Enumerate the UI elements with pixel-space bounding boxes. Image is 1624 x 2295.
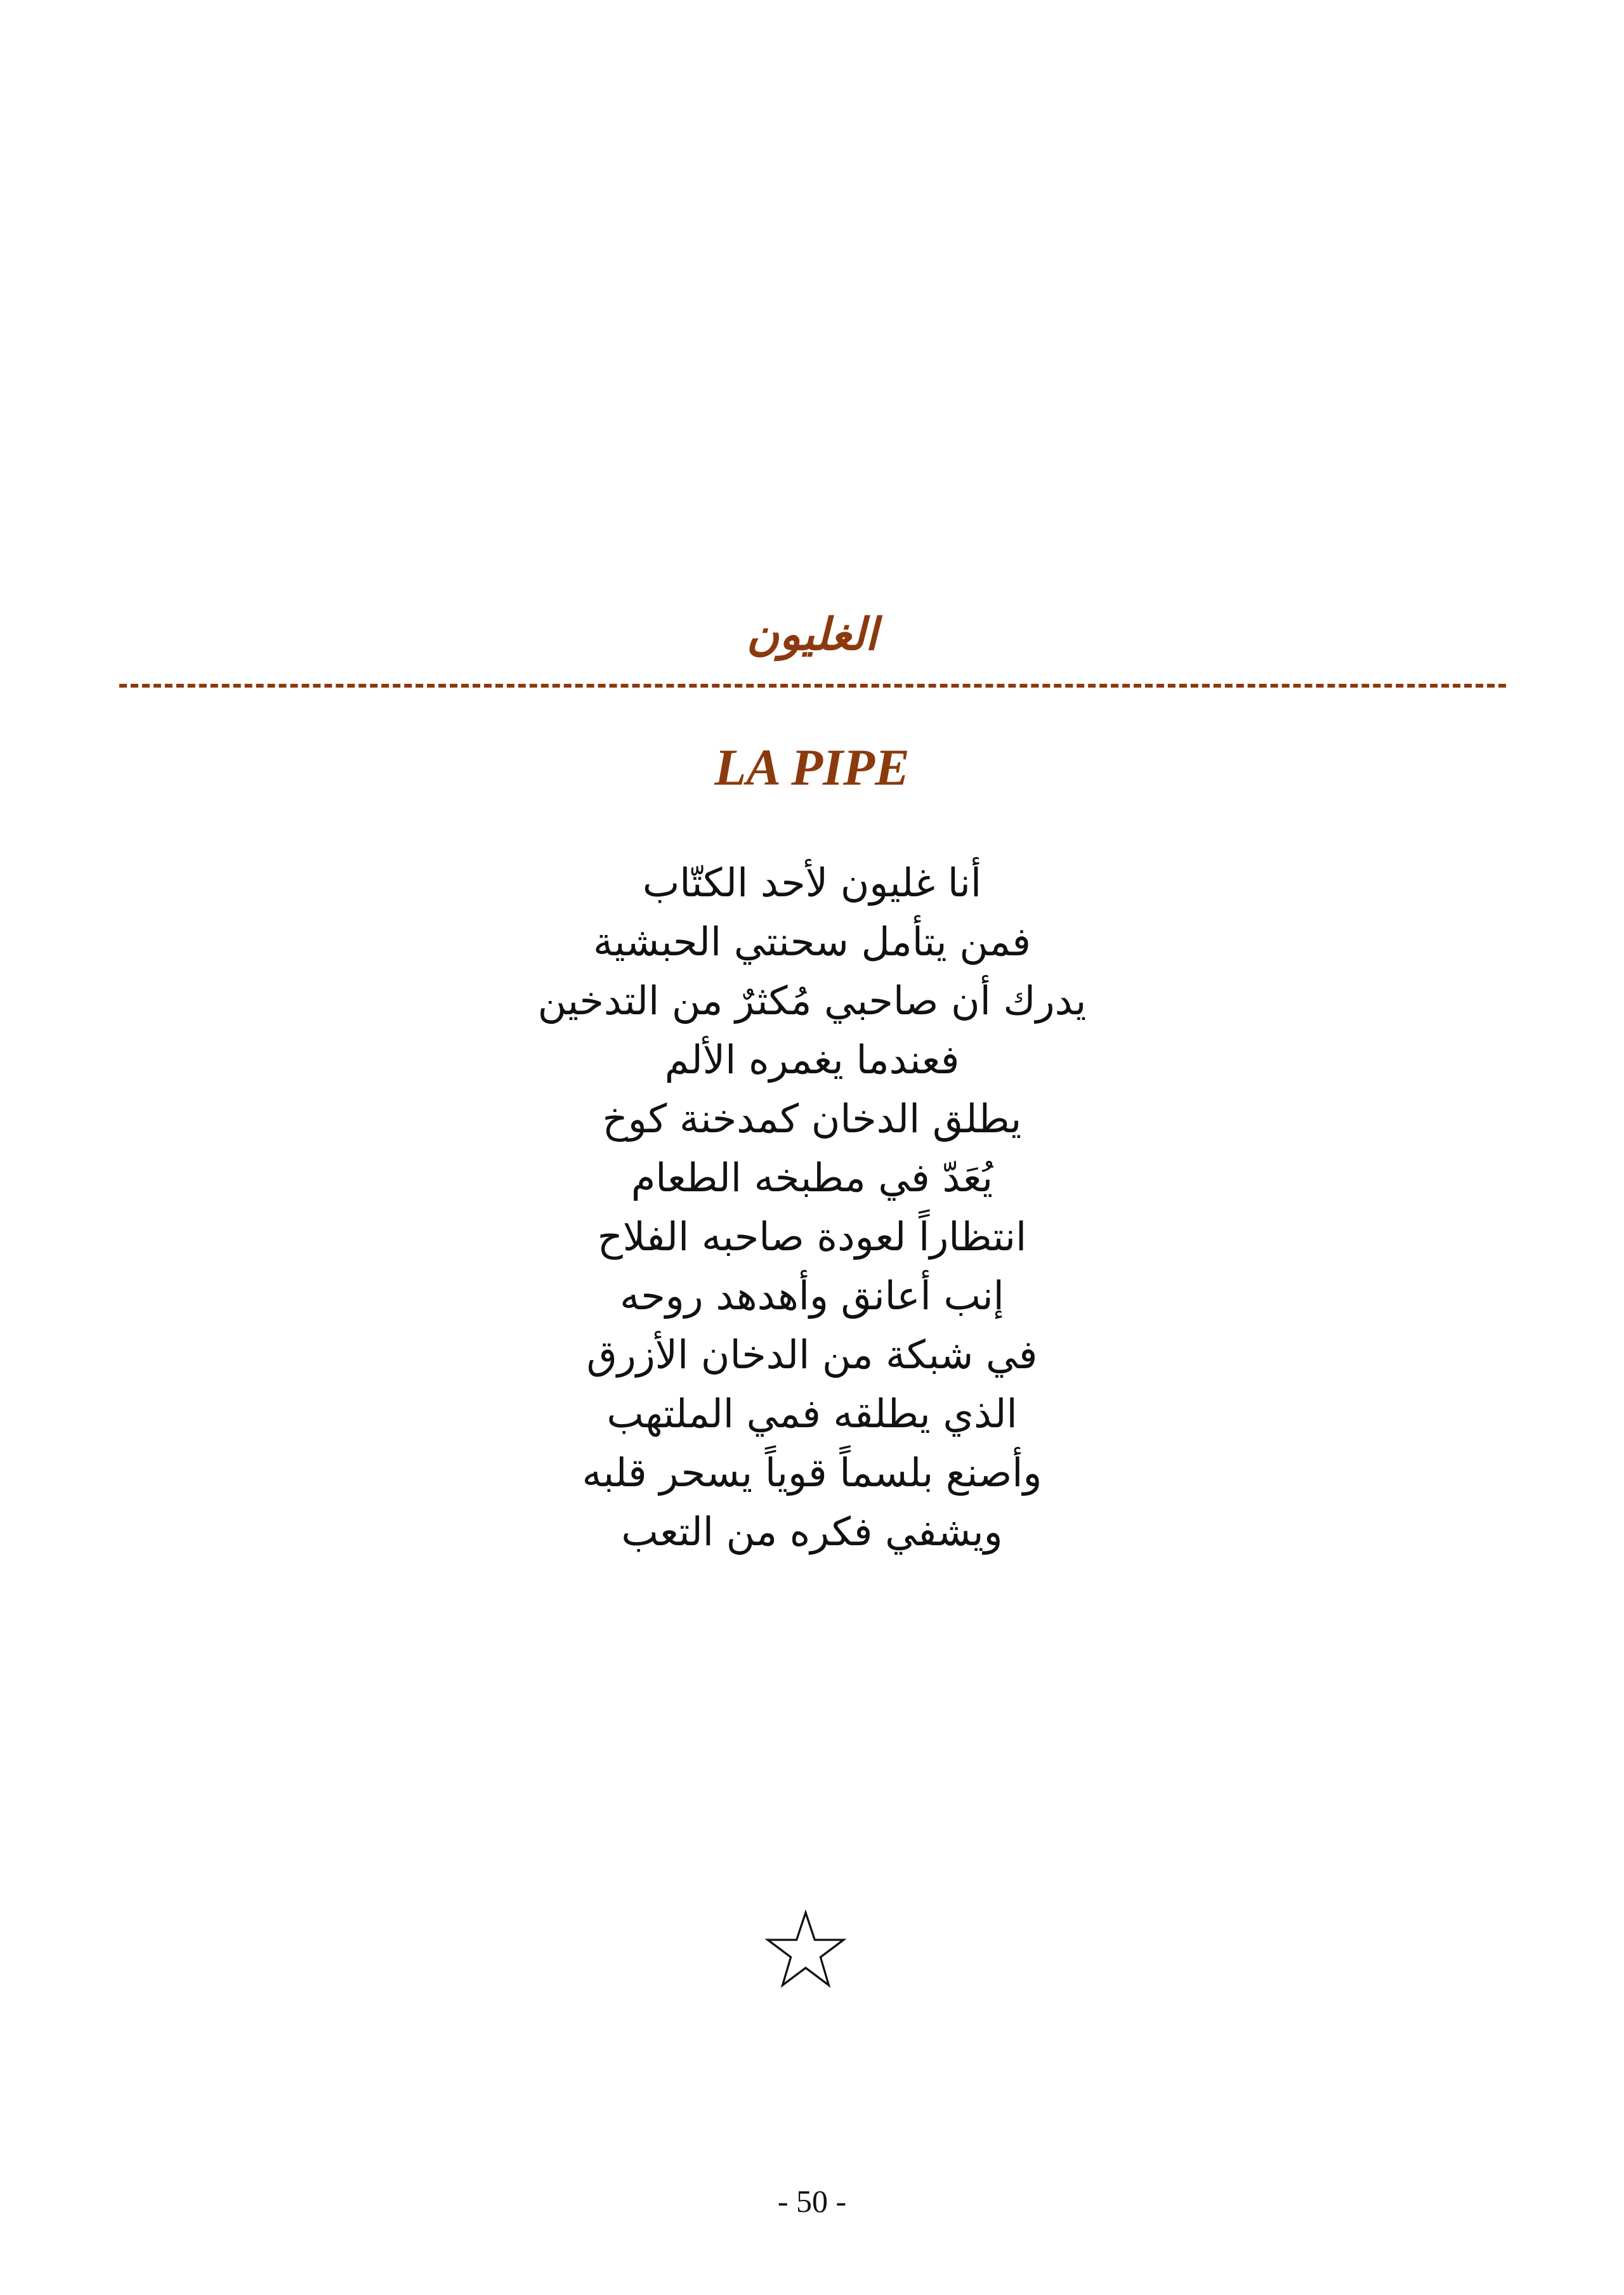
star-outline-icon [764, 1909, 847, 1992]
poem-line: فعندما يغمره الألم [664, 1036, 960, 1083]
poem-line: يُعَدّ في مطبخه الطعام [631, 1154, 993, 1201]
poem-line: الذي يطلقه فمي الملتهب [606, 1390, 1018, 1437]
poem-line: يطلق الدخان كمدخنة كوخ [602, 1095, 1022, 1142]
poem-body [0, 853, 1624, 1561]
poem-line: انتظاراً لعودة صاحبه الفلاح [597, 1213, 1027, 1260]
arabic-title: الغليون [746, 608, 878, 660]
french-title: LA PIPE [714, 738, 910, 796]
poem-line: ويشفي فكره من التعب [621, 1508, 1003, 1555]
poem-line: أنا غليون لأحد الكتّاب [642, 860, 982, 906]
page-number: - 50 - [777, 2183, 847, 2219]
poem-line: في شبكة من الدخان الأزرق [586, 1331, 1038, 1378]
dashed-divider [119, 684, 1506, 688]
poem-line: وأصنع بلسماً قوياً يسحر قلبه [582, 1449, 1042, 1496]
poem-line: يدرك أن صاحبي مُكثرٌ من التدخين [537, 978, 1087, 1024]
poem-line: إنب أعانق وأهدهد روحه [620, 1272, 1004, 1319]
poem-line: فمن يتأمل سحنتي الحبشية [593, 919, 1031, 965]
